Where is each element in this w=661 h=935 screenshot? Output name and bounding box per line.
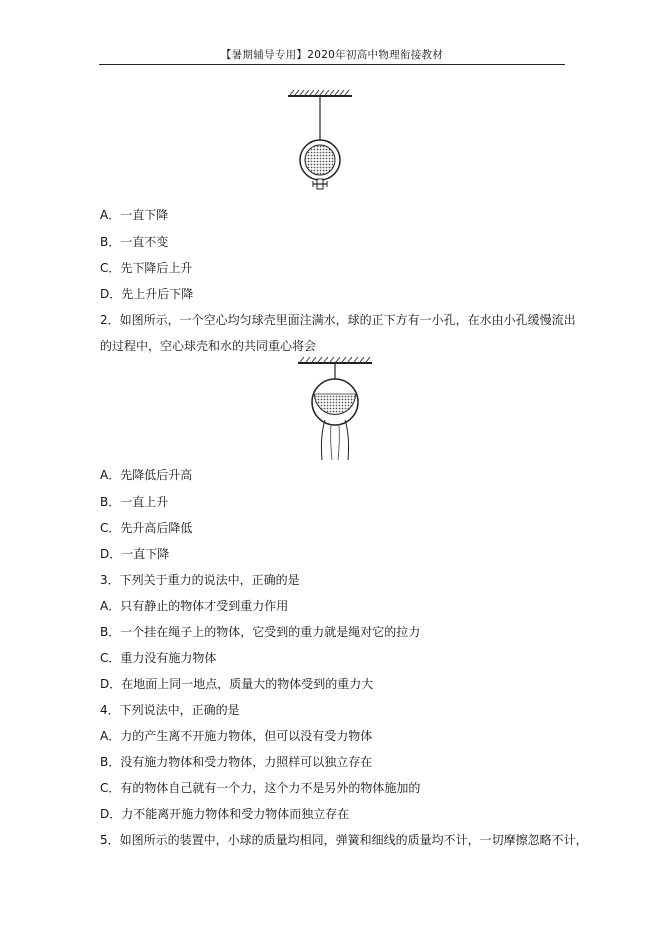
q4-stem: 4．下列说法中，正确的是 xyxy=(100,703,240,717)
q2-option-b: B．一直上升 xyxy=(100,495,169,509)
q4-option-a: A．力的产生离不开施力物体，但可以没有受力物体 xyxy=(100,729,373,743)
q2-option-c: C．先升高后降低 xyxy=(100,521,193,535)
q2-stem-line-1: 2．如图所示，一个空心均匀球壳里面注满水，球的正下方有一小孔，在水由小孔缓慢流出 xyxy=(100,313,576,327)
q4-option-b: B．没有施力物体和受力物体，力照样可以独立存在 xyxy=(100,755,373,769)
q1-option-b: B．一直不变 xyxy=(100,235,169,249)
q1-option-c: C．先下降后上升 xyxy=(100,261,193,275)
q3-stem: 3．下列关于重力的说法中，正确的是 xyxy=(100,573,300,587)
q3-option-c: C．重力没有施力物体 xyxy=(100,651,217,665)
q4-option-d: D．力不能离开施力物体和受力物体而独立存在 xyxy=(100,807,350,821)
q1-option-d: D．先上升后下降 xyxy=(100,287,194,301)
header-divider xyxy=(99,64,565,65)
figure-1-hanging-sphere xyxy=(280,88,360,196)
q2-option-a: A．先降低后升高 xyxy=(100,468,193,482)
page-header: 【暑期辅导专用】2020年初高中物理衔接教材 xyxy=(220,49,444,61)
q3-option-b: B．一个挂在绳子上的物体，它受到的重力就是绳对它的拉力 xyxy=(100,625,421,639)
q1-option-a: A．一直下降 xyxy=(100,208,169,222)
q5-stem: 5．如图所示的装置中，小球的质量均相同，弹簧和细线的质量均不计，一切摩擦忽略不计， xyxy=(100,833,588,847)
figure-2-draining-sphere xyxy=(290,356,380,464)
q2-stem-line-2: 的过程中，空心球壳和水的共同重心将会 xyxy=(100,339,317,353)
q3-option-a: A．只有静止的物体才受到重力作用 xyxy=(100,599,289,613)
q2-option-d: D．一直下降 xyxy=(100,547,170,561)
q3-option-d: D．在地面上同一地点，质量大的物体受到的重力大 xyxy=(100,677,374,691)
q4-option-c: C．有的物体自己就有一个力，这个力不是另外的物体施加的 xyxy=(100,781,421,795)
